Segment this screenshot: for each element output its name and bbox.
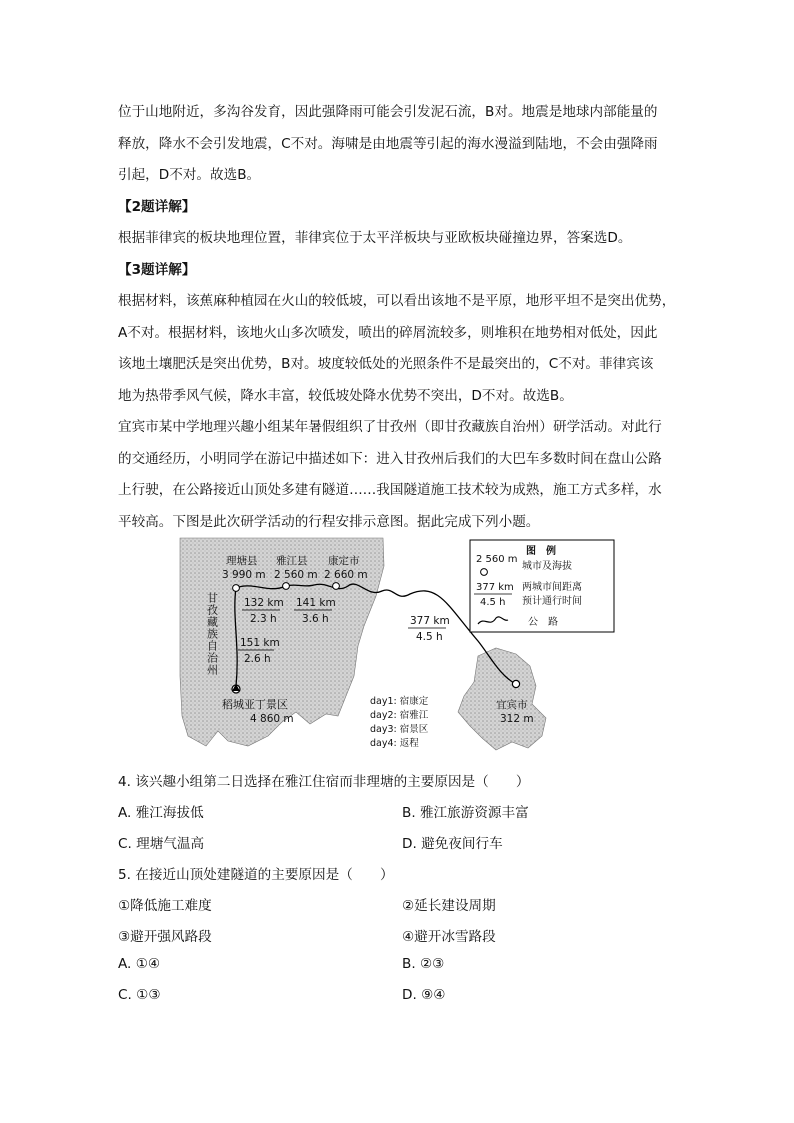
legend-time-desc: 预计通行时间 bbox=[522, 596, 582, 607]
city-marker bbox=[233, 585, 240, 592]
itinerary-item: day4: 返程 bbox=[370, 738, 419, 749]
map-svg bbox=[178, 536, 618, 754]
segment-time: 2.6 h bbox=[244, 653, 271, 665]
segment-time: 2.3 h bbox=[250, 613, 277, 625]
legend-dist-desc: 两城市间距离 bbox=[522, 582, 582, 593]
city-alt-litang: 3 990 m bbox=[222, 569, 266, 581]
city-alt-kangding: 2 660 m bbox=[324, 569, 368, 581]
q5-item: ①降低施工难度 bbox=[118, 898, 212, 914]
analysis-line: 根据材料，该蕉麻种植园在火山的较低坡，可以看出该地不是平原，地形平坦不是突出优势， bbox=[118, 293, 676, 309]
itinerary-item: day2: 宿雅江 bbox=[370, 710, 429, 721]
city-alt-yajiang: 2 560 m bbox=[274, 569, 318, 581]
itinerary-item: day3: 宿景区 bbox=[370, 724, 429, 735]
q2-heading: 【2题详解】 bbox=[118, 198, 196, 215]
q5-item: ②延长建设周期 bbox=[402, 898, 496, 914]
q4-stem: 4. 该兴趣小组第二日选择在雅江住宿而非理塘的主要原因是（ ） bbox=[118, 774, 530, 790]
city-name-yibin: 宜宾市 bbox=[496, 699, 528, 711]
q5-option-b[interactable]: B. ②③ bbox=[402, 956, 445, 972]
city-alt-yibin: 312 m bbox=[500, 713, 534, 725]
city-name-daocheng: 稻城亚丁景区 bbox=[222, 698, 288, 711]
segment-time: 3.6 h bbox=[302, 613, 329, 625]
q5-item: ③避开强风路段 bbox=[118, 929, 212, 945]
analysis-line: 位于山地附近，多沟谷发育，因此强降雨可能会引发泥石流，B对。地震是地球内部能量的 bbox=[118, 104, 658, 120]
analysis-section bbox=[118, 97, 678, 538]
material-line: 的交通经历，小明同学在游记中描述如下：进入甘孜州后我们的大巴车多数时间在盘山公路 bbox=[118, 450, 662, 467]
material-line: 宜宾市某中学地理兴趣小组某年暑假组织了甘孜州（即甘孜藏族自治州）研学活动。对此行 bbox=[118, 419, 662, 435]
legend-city-desc: 城市及海拔 bbox=[522, 561, 572, 572]
legend-city-icon bbox=[481, 569, 488, 576]
segment-time: 4.5 h bbox=[416, 631, 443, 643]
q3-heading: 【3题详解】 bbox=[118, 261, 196, 278]
segment-dist: 377 km bbox=[410, 615, 450, 627]
legend bbox=[470, 540, 614, 632]
city-name-litang: 理塘县 bbox=[226, 555, 258, 567]
city-marker bbox=[512, 680, 519, 687]
q4-option-d[interactable]: D. 避免夜间行车 bbox=[402, 836, 503, 852]
city-name-yajiang: 雅江县 bbox=[276, 555, 308, 567]
analysis-line: 地为热带季风气候，降水丰富，较低坡处降水优势不突出，D不对。故选B。 bbox=[118, 387, 573, 404]
q5-option-c[interactable]: C. ①③ bbox=[118, 987, 161, 1003]
legend-time: 4.5 h bbox=[480, 597, 506, 608]
material-line: 平较高。下图是此次研学活动的行程安排示意图。据此完成下列小题。 bbox=[118, 513, 540, 530]
q5-item: ④避开冰雪路段 bbox=[402, 929, 496, 945]
legend-title: 图 例 bbox=[526, 546, 556, 557]
city-marker bbox=[283, 583, 290, 590]
city-name-kangding: 康定市 bbox=[328, 555, 360, 567]
segment-dist: 132 km bbox=[244, 597, 284, 609]
segment-dist: 141 km bbox=[296, 597, 336, 609]
analysis-line: 根据菲律宾的板块地理位置，菲律宾位于太平洋板块与亚欧板块碰撞边界，答案选D。 bbox=[118, 230, 632, 246]
analysis-line: 该地土壤肥沃是突出优势，B对。坡度较低处的光照条件不是最突出的，C不对。菲律宾该 bbox=[118, 356, 654, 372]
q4-option-c[interactable]: C. 理塘气温高 bbox=[118, 836, 205, 852]
segment-dist: 151 km bbox=[240, 637, 280, 649]
q4-option-b[interactable]: B. 雅江旅游资源丰富 bbox=[402, 805, 529, 821]
legend-city-alt: 2 560 m bbox=[476, 554, 518, 565]
itinerary-map bbox=[178, 536, 618, 754]
q4-option-a[interactable]: A. 雅江海拔低 bbox=[118, 805, 204, 821]
legend-dist: 377 km bbox=[476, 582, 514, 593]
itinerary-item: day1: 宿康定 bbox=[370, 696, 429, 707]
city-alt-daocheng: 4 860 m bbox=[250, 713, 294, 725]
q5-option-a[interactable]: A. ①④ bbox=[118, 956, 161, 972]
analysis-line: 引起，D不对。故选B。 bbox=[118, 167, 261, 183]
material-line: 上行驶，在公路接近山顶处多建有隧道……我国隧道施工技术较为成熟，施工方式多样，水 bbox=[118, 482, 662, 498]
region-label: 甘孜藏族自治州 bbox=[205, 592, 219, 676]
analysis-line: 释放，降水不会引发地震，C不对。海啸是由地震等引起的海水漫溢到陆地，不会由强降雨 bbox=[118, 135, 658, 152]
analysis-line: A不对。根据材料，该地火山多次喷发，喷出的碎屑流较多，则堆积在地势相对低处，因此 bbox=[118, 324, 658, 341]
q5-stem: 5. 在接近山顶处建隧道的主要原因是（ ） bbox=[118, 867, 394, 883]
q5-option-d[interactable]: D. ⑨④ bbox=[402, 987, 446, 1003]
legend-road-desc: 公 路 bbox=[528, 617, 558, 628]
city-marker bbox=[333, 583, 340, 590]
